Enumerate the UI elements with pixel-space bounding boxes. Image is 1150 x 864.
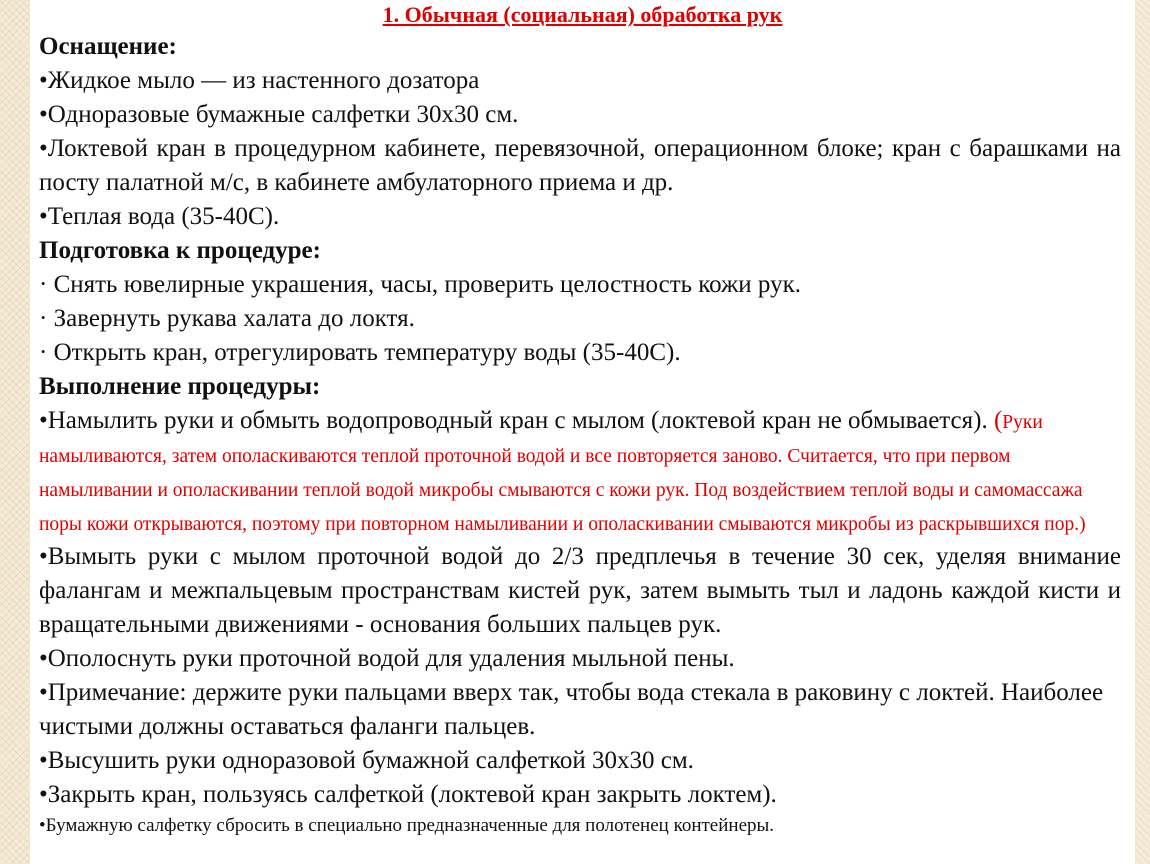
equipment-item: •Одноразовые бумажные салфетки 30х30 см.: [39, 101, 519, 128]
equipment-heading: Оснащение:: [39, 33, 177, 60]
equipment-item: •Локтевой кран в процедурном кабинете, перевязочной, операционном блоке; кран с барашками на посту палатной м/с, в кабинете амбулаторного приема и др.: [39, 135, 1121, 196]
execution-step: •Высушить руки одноразовой бумажной салфеткой 30х30 см.: [39, 747, 694, 774]
execution-step: •Закрыть кран, пользуясь салфеткой (локтевой кран закрыть локтем).: [39, 781, 777, 808]
preparation-item: · Завернуть рукава халата до локтя.: [39, 305, 415, 332]
execution-step: •Ополоснуть руки проточной водой для удаления мыльной пены.: [39, 645, 735, 672]
red-note: Руки намыливаются, затем ополаскиваются теплой проточной водой и все повторяется заново. Считается, что при первом намыливании и ополаскивании теплой водой микробы смываются с кожи рук. Под воздействием теплой воды и самомассажа поры кожи открываются, поэтому при повторном намыливании и ополаскивании смываются микробы из раскрывшихся пор.): [39, 412, 1086, 535]
preparation-heading: Подготовка к процедуре:: [39, 237, 321, 264]
page-title: 1. Обычная (социальная) обработка рук: [382, 2, 783, 27]
execution-step: [39, 404, 1121, 540]
execution-step: •Вымыть руки с мылом проточной водой до 2/3 предплечья в течение 30 сек, уделяя внимание фалангам и межпальцевым пространствам кистей рук, затем вымыть тыл и ладонь каждой кисти и вращательными движениями - основания больших пальцев рук.: [39, 543, 1121, 638]
equipment-item: •Теплая вода (35-40С).: [39, 203, 280, 230]
execution-heading: Выполнение процедуры:: [39, 373, 321, 400]
decorative-border: [1135, 0, 1150, 864]
red-note-open-paren: (: [993, 407, 1003, 434]
preparation-item: · Снять ювелирные украшения, часы, проверить целостность кожи рук.: [39, 271, 801, 298]
execution-step: •Бумажную салфетку сбросить в специально предназначенные для полотенец контейнеры.: [39, 815, 775, 836]
execution-step: •Примечание: держите руки пальцами вверх так, чтобы вода стекала в раковину с локтей. Наиболее чистыми должны оставаться фаланги пальцев.: [39, 679, 1104, 740]
slide-content: [39, 30, 1121, 840]
slide: [30, 0, 1135, 864]
preparation-item: · Открыть кран, отрегулировать температуру воды (35-40С).: [39, 339, 681, 366]
equipment-item: •Жидкое мыло — из настенного дозатора: [39, 67, 480, 94]
execution-step-text: •Намылить руки и обмыть водопроводный кран с мылом (локтевой кран не обмывается).: [39, 407, 988, 434]
